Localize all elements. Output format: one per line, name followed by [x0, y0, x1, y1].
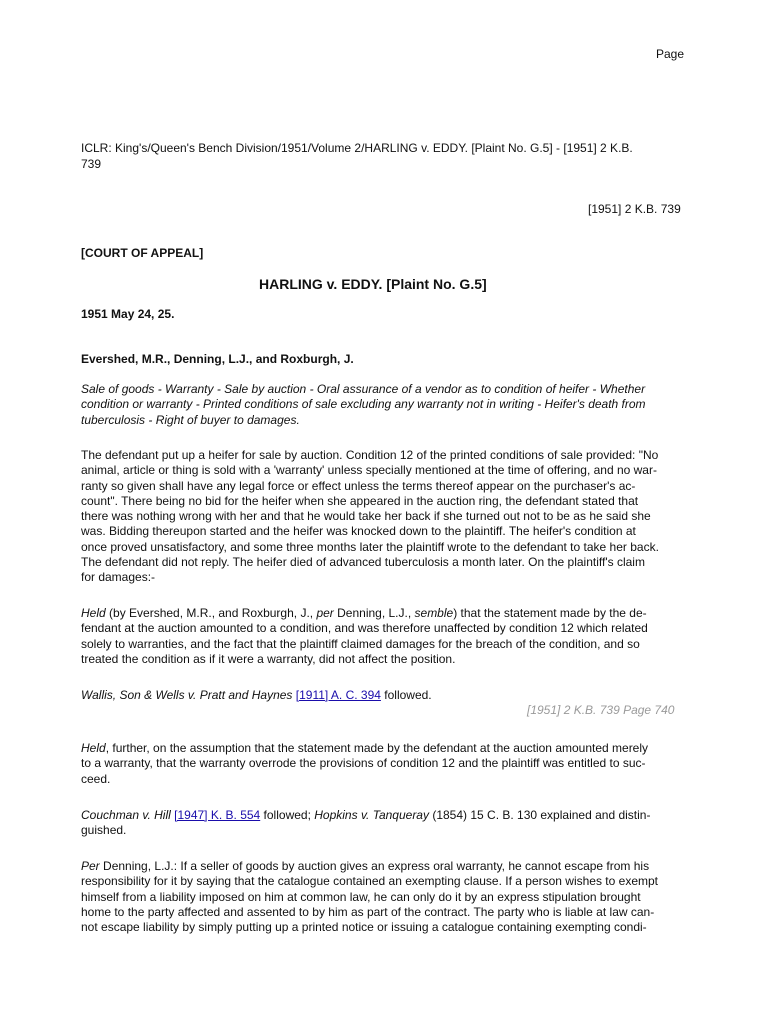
facts-line: for damages:- [81, 570, 156, 585]
held-line: fendant at the auction amounted to a condition, and was therefore unaffected by condition 12 which related [81, 621, 648, 636]
case-title: HARLING v. EDDY. [Plaint No. G.5] [259, 276, 487, 292]
reference-suffix: followed. [380, 688, 432, 702]
held-line: to a warranty, that the warranty overrode the provisions of condition 12 and the plaintiff was entitled to suc- [81, 756, 646, 771]
per-line: home to the party affected and assented to by him as part of the contract. The party who is liable at law can- [81, 904, 655, 919]
reference-line [81, 808, 721, 823]
facts-line: was. Bidding thereupon started and the heifer was knocked down to the plaintiff. The heifer's condition at [81, 524, 636, 539]
reference-text: followed; [260, 808, 315, 822]
cited-case: Couchman v. Hill [81, 808, 171, 822]
facts-line: count". There being no bid for the heifer when she appeared in the auction ring, the defendant stated that [81, 493, 639, 508]
hearing-date: 1951 May 24, 25. [81, 307, 175, 321]
held-further-paragraph [81, 741, 721, 787]
citation-link[interactable]: [1911] A. C. 394 [295, 688, 381, 702]
catchwords-line: Sale of goods - Warranty - Sale by auction - Oral assurance of a vendor as to condition of heifer - Whether [81, 382, 646, 396]
page-label: Page [656, 47, 685, 61]
semble-label: semble [414, 606, 454, 620]
held-label: Held [81, 606, 106, 620]
held-line [81, 606, 721, 621]
held-line: ceed. [81, 771, 111, 786]
per-line: himself from a liability imposed on him at common law, he can only do it by an express stipulation brought [81, 889, 641, 904]
citation-line: ICLR: King's/Queen's Bench Division/1951/Volume 2/HARLING v. EDDY. [Plaint No. G.5] - [1951] 2 K.B. [81, 141, 633, 155]
held-line: solely to warranties, and the fact that the plaintiff claimed damages for the breach of the condition, and so [81, 636, 640, 651]
judges-line: Evershed, M.R., Denning, L.J., and Roxburgh, J. [81, 352, 354, 366]
reference-text: (1854) 15 C. B. 130 explained and distin- [428, 808, 651, 822]
held-text: (by Evershed, M.R., and Roxburgh, J., [105, 606, 317, 620]
held-line [81, 741, 721, 756]
per-label: per [316, 606, 334, 620]
facts-line: ranty so given shall have any legal force or effect unless the terms thereof appear on the purchaser's ac- [81, 478, 636, 493]
case-reference [81, 688, 432, 703]
facts-line: The defendant did not reply. The heifer died of advanced tuberculosis a month later. On the plaintiff's claim [81, 555, 645, 570]
cited-case: Hopkins v. Tanqueray [314, 808, 429, 822]
reference-line: guished. [81, 823, 127, 838]
facts-line: animal, article or thing is sold with a 'warranty' unless specially mentioned at the time of offering, and no war- [81, 463, 657, 478]
catchwords [81, 382, 721, 428]
case-reference-2 [81, 808, 721, 839]
court-name: [COURT OF APPEAL] [81, 246, 204, 260]
page-marker: [1951] 2 K.B. 739 Page 740 [527, 703, 675, 717]
per-line [81, 859, 721, 874]
held-text: , further, on the assumption that the statement made by the defendant at the auction amounted merely [105, 741, 649, 755]
held-label: Held [81, 741, 106, 755]
held-line: treated the condition as if it were a warranty, did not affect the position. [81, 651, 456, 666]
held-text: Denning, L.J., [333, 606, 415, 620]
per-denning-paragraph [81, 859, 721, 935]
held-text: ) that the statement made by the de- [453, 606, 647, 620]
citation-link[interactable]: [1947] K. B. 554 [174, 808, 261, 822]
facts-line: there was nothing wrong with her and that he would take her back if she turned out not to be as he said she [81, 509, 651, 524]
catchwords-line: tuberculosis - Right of buyer to damages. [81, 412, 300, 427]
report-reference: [1951] 2 K.B. 739 [588, 202, 681, 216]
citation-line-continued: 739 [81, 157, 102, 171]
cited-case: Wallis, Son & Wells v. Pratt and Haynes [81, 688, 293, 702]
facts-paragraph [81, 448, 721, 586]
per-line: responsibility for it by saying that the catalogue contained an exempting clause. If a person wishes to exempt [81, 874, 658, 889]
held-paragraph [81, 606, 721, 667]
catchwords-line: condition or warranty - Printed conditions of sale excluding any warranty not in writing - Heifer's death from [81, 397, 646, 412]
per-line: not escape liability by simply putting up a printed notice or issuing a catalogue containing exempting condi- [81, 920, 647, 935]
facts-line: once proved unsatisfactory, and some three months later the plaintiff wrote to the defendant to take her back. [81, 539, 659, 554]
per-text: Denning, L.J.: If a seller of goods by auction gives an express oral warranty, he cannot escape from his [99, 859, 650, 873]
facts-line: The defendant put up a heifer for sale by auction. Condition 12 of the printed conditions of sale provided: "No [81, 448, 659, 462]
per-label: Per [81, 859, 100, 873]
